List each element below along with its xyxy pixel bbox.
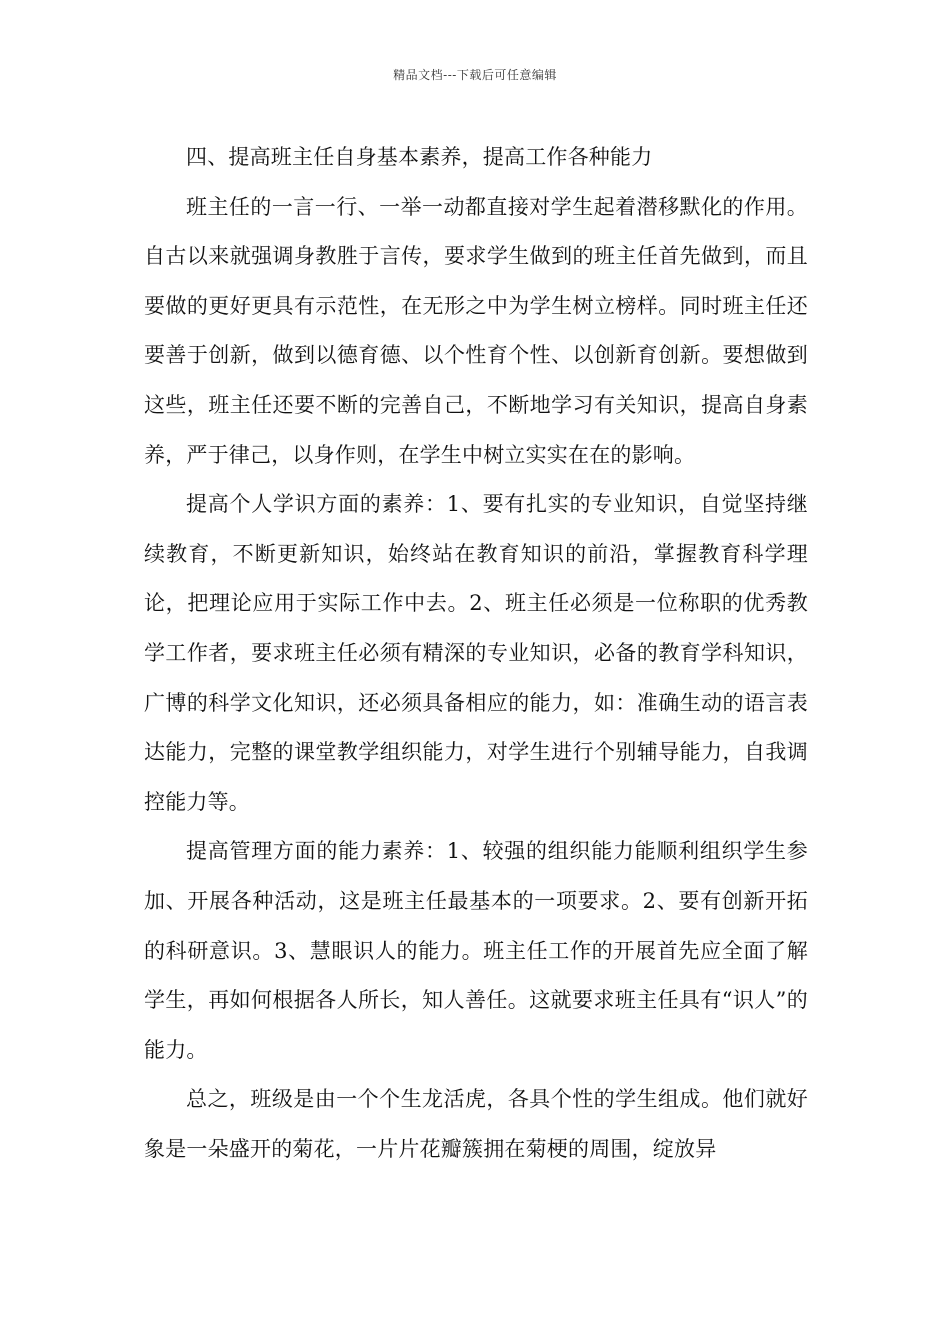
section-heading: 四、提高班主任自身基本素养，提高工作各种能力	[186, 145, 653, 169]
header-note: 精品文档---下载后可任意编辑	[393, 68, 557, 82]
paragraph-management-ability: 提高管理方面的能力素养：1、较强的组织能力能顺利组织学生参加、开展各种活动，这是班主任最基本的一项要求。2、要有创新开拓的科研意识。3、慧眼识人的能力。班主任工作的开展首先应全面了解学生，再如何根据各人所长，知人善任。这就要求班主任具有“识人”的能力。	[144, 839, 808, 1062]
paragraph-conclusion: 总之，班级是由一个个生龙活虎，各具个性的学生组成。他们就好象是一朵盛开的菊花，一片片花瓣簇拥在菊梗的周围，绽放异	[144, 1087, 808, 1161]
paragraph-role-model: 班主任的一言一行、一举一动都直接对学生起着潜移默化的作用。自古以来就强调身教胜于言传，要求学生做到的班主任首先做到，而且要做的更好更具有示范性，在无形之中为学生树立榜样。同时班主任还要善于创新，做到以德育德、以个性育个性、以创新育创新。要想做到这些，班主任还要不断的完善自己，不断地学习有关知识，提高自身素养，严于律己，以身作则，在学生中树立实实在在的影响。	[144, 194, 808, 467]
paragraph-knowledge-literacy: 提高个人学识方面的素养：1、要有扎实的专业知识，自觉坚持继续教育，不断更新知识，始终站在教育知识的前沿，掌握教育科学理论，把理论应用于实际工作中去。2、班主任必须是一位称职的优秀教学工作者，要求班主任必须有精深的专业知识，必备的教育学科知识，广博的科学文化知识，还必须具备相应的能力，如：准确生动的语言表达能力，完整的课堂教学组织能力，对学生进行个别辅导能力，自我调控能力等。	[144, 492, 808, 814]
document-body	[144, 133, 808, 1174]
